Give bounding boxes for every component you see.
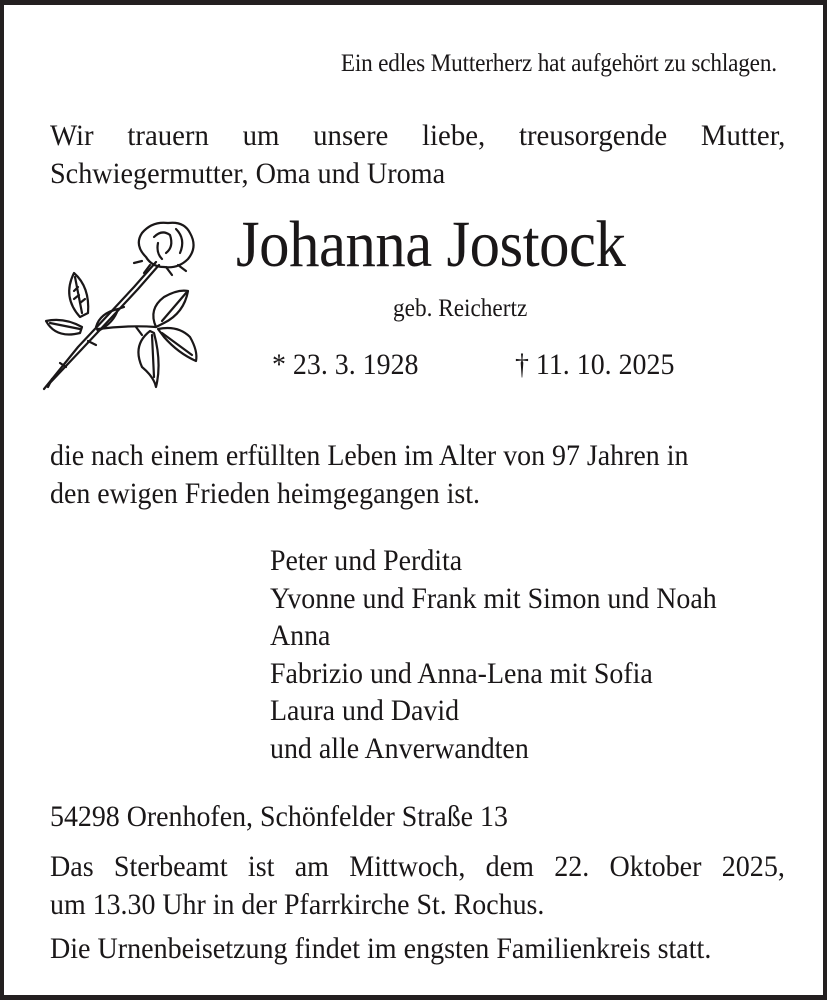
service-line-2: um 13.30 Uhr in der Pfarrkirche St. Rochus. — [50, 888, 545, 921]
motto: Ein edles Mutterherz hat aufgehört zu schlagen. — [340, 50, 777, 77]
mourner-item: Yvonne und Frank mit Simon und Noah — [270, 581, 717, 615]
mourners-list — [270, 542, 717, 767]
service-word: Das — [50, 850, 94, 883]
service-word: 2025, — [721, 850, 785, 883]
deceased-name: Johanna Jostock — [236, 208, 626, 281]
intro-word: treusorgende — [518, 119, 668, 152]
intro-word: liebe, — [422, 119, 486, 152]
mourner-item: Fabrizio und Anna-Lena mit Sofia — [270, 656, 653, 690]
intro-word: Wir — [50, 119, 94, 152]
service-word: 22. — [554, 850, 590, 883]
birth-date: * 23. 3. 1928 — [272, 348, 419, 381]
service-word: Oktober — [609, 850, 702, 883]
intro-word: um — [242, 119, 280, 152]
service-line-1 — [50, 848, 785, 886]
intro-line-2: Schwiegermutter, Oma und Uroma — [50, 157, 446, 190]
maiden-name: geb. Reichertz — [393, 295, 528, 322]
death-date: † 11. 10. 2025 — [515, 348, 675, 381]
service-word: dem — [485, 850, 534, 883]
service-word: ist — [247, 850, 275, 883]
intro-line-1 — [50, 117, 785, 155]
body-line-2: den ewigen Frieden heimgegangen ist. — [50, 477, 481, 510]
service-info — [50, 848, 827, 924]
body-line-1: die nach einem erfüllten Leben im Alter von 97 Jahren in — [50, 439, 689, 472]
intro-word: unsere — [313, 119, 389, 152]
service-word: Mittwoch, — [349, 850, 466, 883]
service-word: Sterbeamt — [113, 850, 228, 883]
mourner-item: Peter und Perdita — [270, 544, 463, 577]
intro-word: trauern — [127, 119, 209, 152]
address: 54298 Orenhofen, Schönfelder Straße 13 — [50, 800, 508, 833]
mourner-item: und alle Anverwandten — [270, 731, 529, 765]
intro-text — [50, 117, 786, 193]
mourner-item: Anna — [270, 619, 331, 652]
service-word: am — [294, 850, 329, 883]
burial-info: Die Urnenbeisetzung findet im engsten Familienkreis statt. — [50, 932, 712, 965]
intro-word: Mutter, — [700, 119, 786, 152]
rose-icon — [38, 217, 208, 397]
body-text — [50, 437, 688, 513]
mourner-item: Laura und David — [270, 694, 460, 727]
